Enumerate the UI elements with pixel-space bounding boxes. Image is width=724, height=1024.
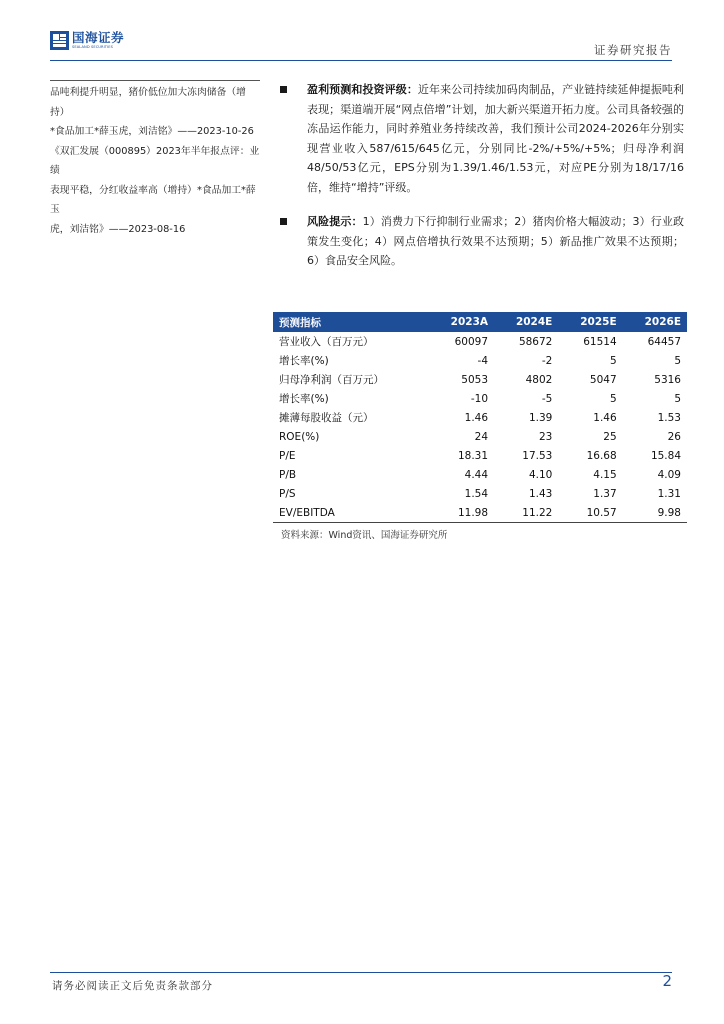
table-row bbox=[273, 332, 687, 351]
table-row bbox=[273, 427, 687, 446]
table-row-label: P/S bbox=[279, 487, 296, 500]
table-cell: 11.98 bbox=[428, 503, 494, 523]
header-cell-2026e: 2026E bbox=[644, 316, 681, 328]
table-cell: 16.68 bbox=[586, 449, 617, 462]
earnings-forecast-body: 近年来公司持续加码肉制品，产业链持续延伸提振吨利表现；渠道端开展“网点倍增”计划，加大新兴渠道开拓力度。公司具备较强的冻品运作能力，同时养殖业务持续改善，我们预计公司2024-2026年分别实现营业收入587/615/645亿元，分别同比-2%/+5%/+5%；归母净利润48/50/53亿元，EPS分别为1.39/1.46/1.53元，对应PE分别为18/17/16倍，维持“增持”评级。 bbox=[307, 83, 685, 194]
table-row bbox=[273, 484, 687, 503]
risk-warning-paragraph bbox=[280, 212, 684, 271]
table-cell: 1.39 bbox=[528, 411, 553, 424]
page-number: 2 bbox=[662, 972, 672, 990]
table-cell: 1.53 bbox=[657, 411, 681, 424]
table-cell: 1.54 bbox=[464, 487, 489, 500]
table-row bbox=[273, 408, 687, 427]
table-cell: 1.43 bbox=[528, 487, 553, 500]
table-row bbox=[273, 446, 687, 465]
table-cell: 5 bbox=[609, 354, 617, 367]
table-row bbox=[273, 351, 687, 370]
table-cell: 11.22 bbox=[494, 503, 558, 523]
table-cell: 25 bbox=[603, 430, 617, 443]
table-row-label: 增长率(%) bbox=[279, 355, 329, 367]
related-report-line: 虎，刘洁铭》——2023-08-16 bbox=[50, 223, 186, 235]
forecast-table-header-row bbox=[273, 312, 687, 332]
square-bullet-icon bbox=[280, 86, 287, 93]
related-report-line: 《双汇发展（000895）2023年半年报点评：业绩 bbox=[50, 145, 260, 176]
forecast-table-container bbox=[273, 312, 687, 523]
table-cell: 15.84 bbox=[650, 449, 681, 462]
forecast-table bbox=[273, 312, 687, 523]
table-cell: 4.09 bbox=[657, 468, 681, 481]
earnings-forecast-title: 盈利预测和投资评级： bbox=[307, 83, 418, 96]
table-row bbox=[273, 389, 687, 408]
header-cell-2025e: 2025E bbox=[580, 316, 617, 328]
table-cell: 58672 bbox=[518, 335, 553, 348]
forecast-table-body bbox=[273, 332, 687, 523]
table-cell: 5047 bbox=[589, 373, 617, 386]
header-cell-2023a: 2023A bbox=[450, 316, 489, 328]
table-cell: 1.31 bbox=[657, 487, 681, 500]
table-cell: -5 bbox=[541, 392, 553, 405]
table-row-label: ROE(%) bbox=[279, 430, 320, 443]
table-cell: 10.57 bbox=[558, 503, 622, 523]
table-cell: 64457 bbox=[647, 335, 681, 348]
table-cell: 23 bbox=[538, 430, 553, 443]
page-header bbox=[0, 0, 724, 62]
table-row-label: P/B bbox=[279, 468, 297, 481]
logo-english-name: SEALAND SECURITIES bbox=[72, 44, 114, 49]
earnings-forecast-paragraph bbox=[280, 80, 684, 197]
table-cell: 4.15 bbox=[593, 468, 617, 481]
header-cell-2024e: 2024E bbox=[515, 316, 553, 328]
table-cell: 4.44 bbox=[464, 468, 489, 481]
table-cell: 5316 bbox=[654, 373, 681, 386]
table-cell: 1.46 bbox=[464, 411, 489, 424]
header-divider bbox=[50, 60, 672, 61]
header-cell-metric: 预测指标 bbox=[279, 316, 321, 329]
table-cell: 5 bbox=[609, 392, 617, 405]
table-row-label: P/E bbox=[279, 449, 296, 462]
table-cell: 1.37 bbox=[593, 487, 617, 500]
table-cell: 18.31 bbox=[457, 449, 489, 462]
table-cell: 24 bbox=[474, 430, 489, 443]
table-row-label: 归母净利润（百万元） bbox=[279, 374, 384, 386]
table-cell: 9.98 bbox=[623, 503, 687, 523]
table-cell: 5053 bbox=[461, 373, 489, 386]
related-report-line: 品吨利提升明显，猪价低位加大冻肉储备（增持） bbox=[50, 87, 246, 118]
table-cell: 5 bbox=[674, 392, 681, 405]
related-reports-text bbox=[50, 83, 260, 239]
table-row-label: EV/EBITDA bbox=[273, 503, 428, 523]
table-cell: 4.10 bbox=[528, 468, 553, 481]
risk-warning-title: 风险提示： bbox=[307, 215, 363, 228]
report-type-label: 证券研究报告 bbox=[594, 43, 672, 57]
table-source-note: 资料来源：Wind资讯、国海证券研究所 bbox=[281, 530, 448, 541]
table-cell: 1.46 bbox=[593, 411, 617, 424]
footer-divider bbox=[50, 972, 672, 973]
risk-warning-body: 1）消费力下行抑制行业需求；2）猪肉价格大幅波动；3）行业政策发生变化；4）网点倍增执行效果不达预期；5）新品推广效果不达预期；6）食品安全风险。 bbox=[307, 215, 684, 267]
table-cell: 60097 bbox=[454, 335, 489, 348]
table-row-label: 增长率(%) bbox=[279, 393, 329, 405]
table-cell: -10 bbox=[470, 392, 489, 405]
related-report-line: *食品加工*薛玉虎，刘洁铭》——2023-10-26 bbox=[50, 126, 254, 137]
table-cell: -4 bbox=[477, 354, 489, 367]
logo-chinese-name: 国海证券 bbox=[72, 30, 125, 45]
square-bullet-icon bbox=[280, 218, 287, 225]
table-cell: 61514 bbox=[583, 335, 617, 348]
related-report-line: 表现平稳，分红收益率高（增持）*食品加工*薛玉 bbox=[50, 184, 256, 215]
sealand-logo bbox=[50, 31, 130, 53]
table-row bbox=[273, 503, 687, 523]
table-row bbox=[273, 370, 687, 389]
sealand-logo-icon bbox=[50, 31, 69, 50]
table-row-label: 摊薄每股收益（元） bbox=[279, 412, 374, 424]
table-cell: 17.53 bbox=[522, 449, 553, 462]
table-cell: -2 bbox=[541, 354, 553, 367]
table-cell: 5 bbox=[674, 354, 681, 367]
related-reports-divider bbox=[50, 80, 260, 81]
footer-disclaimer: 请务必阅读正文后免责条款部分 bbox=[52, 980, 213, 992]
table-row bbox=[273, 465, 687, 484]
table-cell: 4802 bbox=[525, 373, 553, 386]
table-row-label: 营业收入（百万元） bbox=[279, 336, 374, 348]
table-cell: 26 bbox=[667, 430, 681, 443]
